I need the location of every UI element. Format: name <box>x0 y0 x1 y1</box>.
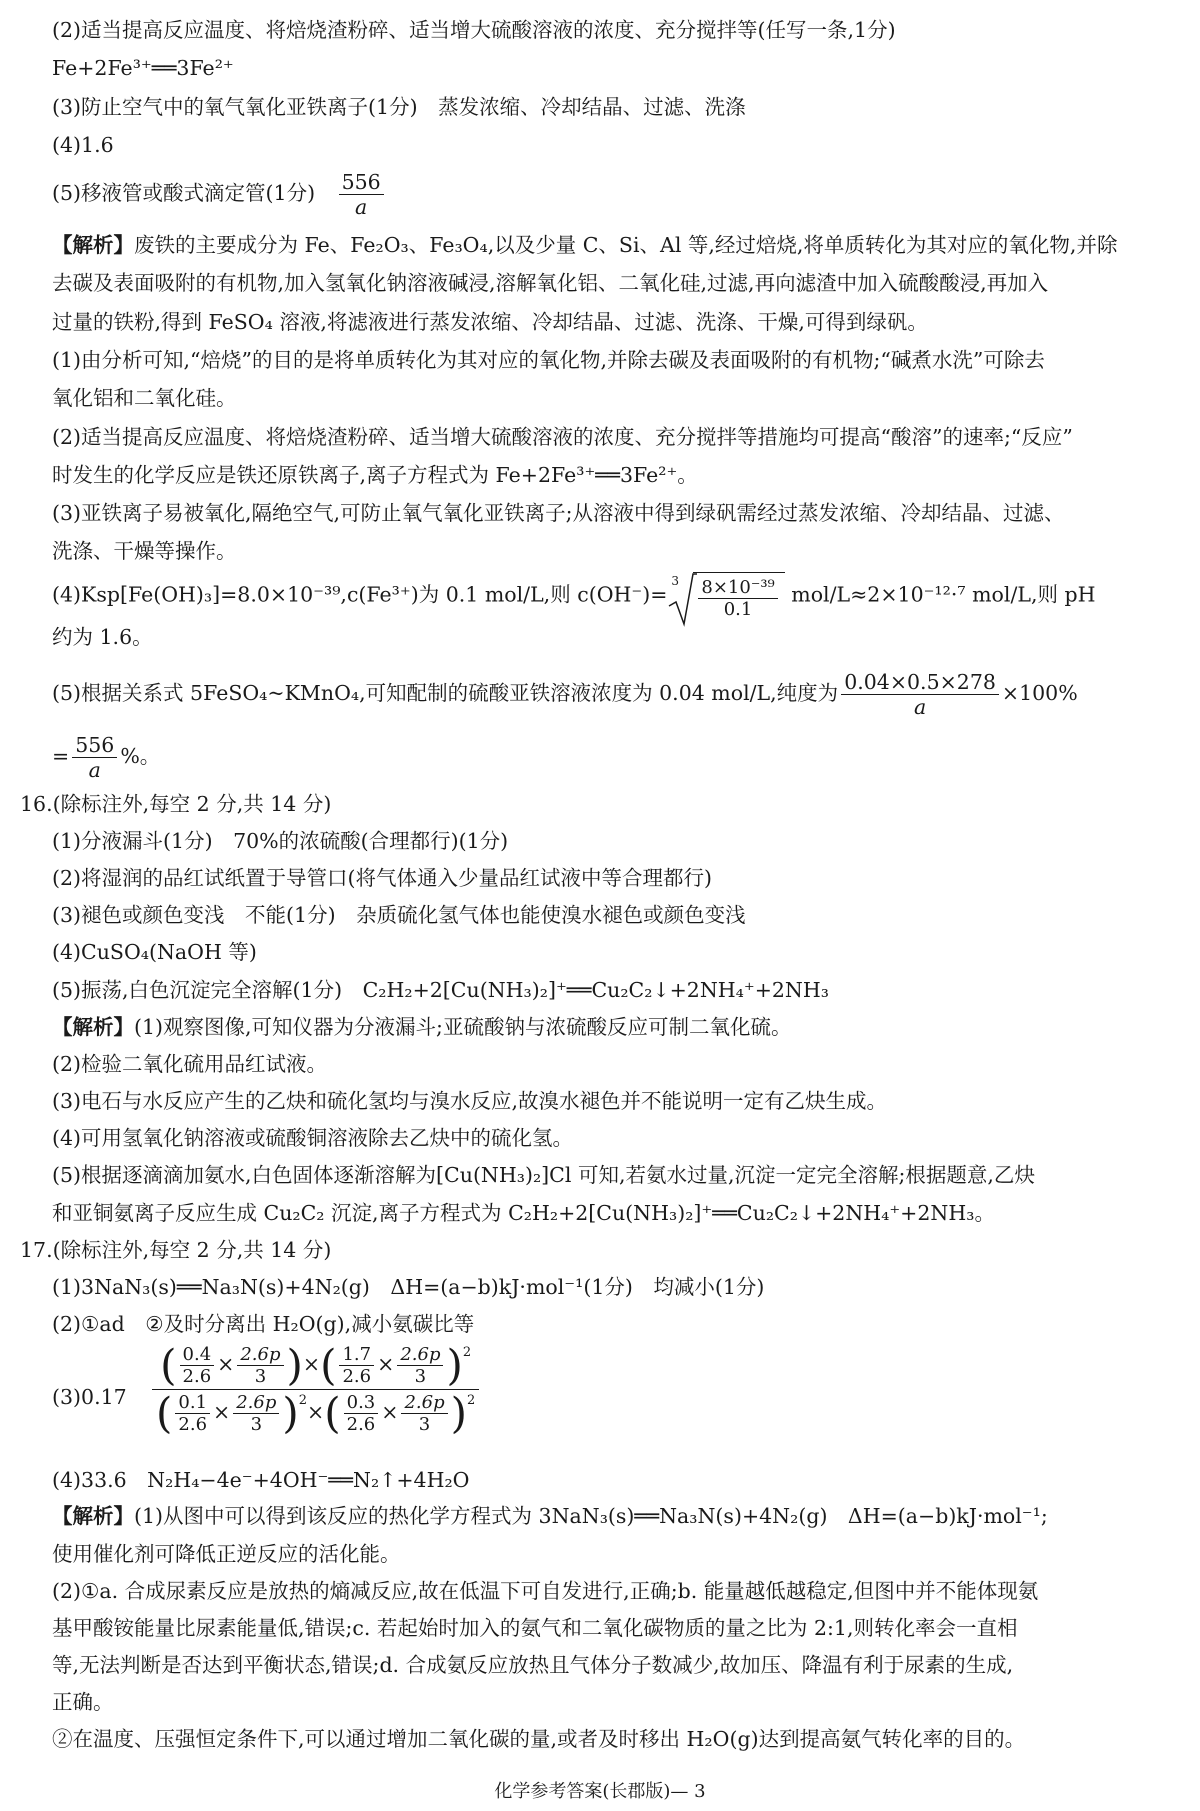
analysis-17-line: 基甲酸铵能量比尿素能量低,错误;c. 若起始时加入的氨气和二氧化碳物质的量之比为 2:1,则转化率会一直相 <box>52 1616 1018 1640</box>
analysis-16-4: (4)可用氢氧化钠溶液或硫酸铜溶液除去乙炔中的硫化氢。 <box>52 1126 574 1150</box>
analysis-17-2: (2)①a. 合成尿素反应是放热的熵减反应,故在低温下可自发进行,正确;b. 能量越低越稳定,但图中并不能体现氨 <box>52 1579 1039 1603</box>
analysis-15-5: (5)根据关系式 5FeSO₄~KMnO₄,可知配制的硫酸亚铁溶液浓度为 0.04 mol/L,纯度为 $\frac{0.04\times 0.5\times 278}{a}$ ×100% <box>52 670 1078 719</box>
answer-17-4: (4)33.6 N₂H₄−4e⁻+4OH⁻══N₂↑+4H₂O <box>52 1468 470 1492</box>
analysis-16-2: (2)检验二氧化硫用品红试液。 <box>52 1052 328 1076</box>
answer-15-4: (4)1.6 <box>52 133 114 157</box>
analysis-15-2: (2)适当提高反应温度、将焙烧渣粉碎、适当增大硫酸溶液的浓度、充分搅拌等措施均可提高“酸溶”的速率;“反应” <box>52 425 1073 449</box>
analysis-15-line: 去碳及表面吸附的有机物,加入氢氧化钠溶液碱浸,溶解氧化铝、二氧化硅,过滤,再向滤渣中加入硫酸酸浸,再加入 <box>52 271 1049 295</box>
answer-16-1: (1)分液漏斗(1分) 70%的浓硫酸(合理都行)(1分) <box>52 829 509 853</box>
answer-15-5: (5)移液管或酸式滴定管(1分) $\frac{556}{a}$ <box>52 170 387 219</box>
answer-16-3: (3)褪色或颜色变浅 不能(1分) 杂质硫化氢气体也能使溴水褪色或颜色变浅 <box>52 903 746 927</box>
analysis-15-intro: 【解析】废铁的主要成分为 Fe、Fe₂O₃、Fe₃O₄,以及少量 C、Si、Al 等,经过焙烧,将单质转化为其对应的氧化物,并除 <box>52 233 1118 257</box>
answer-15-3: (3)防止空气中的氧气氧化亚铁离子(1分) 蒸发浓缩、冷却结晶、过滤、洗涤 <box>52 95 746 119</box>
fraction-556-a: $\frac{556}{a}$ <box>339 170 384 219</box>
analysis-15-line: 洗涤、干燥等操作。 <box>52 539 237 563</box>
answer-16-2: (2)将湿润的品红试纸置于导管口(将气体通入少量品红试液中等合理都行) <box>52 866 713 890</box>
cube-root: 3 $\frac{\text{8×10⁻³⁹}}{0.1}$ <box>667 572 784 620</box>
analysis-16-1: 【解析】(1)观察图像,可知仪器为分液漏斗;亚硫酸钠与浓硫酸反应可制二氧化硫。 <box>52 1015 792 1039</box>
analysis-16-3: (3)电石与水反应产生的乙炔和硫化氢均与溴水反应,故溴水褪色并不能说明一定有乙炔生成。 <box>52 1089 888 1113</box>
analysis-15-line: 约为 1.6。 <box>52 625 153 649</box>
analysis-17-2b: ②在温度、压强恒定条件下,可以通过增加二氧化碳的量,或者及时移出 H₂O(g)达到提高氨气转化率的目的。 <box>52 1727 1026 1751</box>
analysis-15-4: (4)Ksp[Fe(OH)₃]=8.0×10⁻³⁹,c(Fe³⁺)为 0.1 mol/L,则 c(OH⁻)= 3 $\frac{\text{8×10⁻³⁹}}{0.1}$ mol/L≈2×10⁻¹²·⁷ mol/L,则 pH <box>52 572 1096 620</box>
analysis-17-1: 【解析】(1)从图中可以得到该反应的热化学方程式为 3NaN₃(s)══Na₃N(s)+4N₂(g) ΔH=(a−b)kJ·mol⁻¹; <box>52 1504 1048 1528</box>
analysis-17-line: 使用催化剂可降低正逆反应的活化能。 <box>52 1542 401 1566</box>
kp-numerator: ( $\frac{0.4}{2.6}$ × $\frac{2.6p}{3}$ )×( $\frac{1.7}{2.6}$ × $\frac{2.6p}{3}$ )$^2$ <box>152 1344 479 1390</box>
analysis-tag: 【解析】 <box>52 1015 134 1039</box>
answer-page: (2)适当提高反应温度、将焙烧渣粉碎、适当增大硫酸溶液的浓度、充分搅拌等(任写一条,1分) Fe+2Fe³⁺══3Fe²⁺ (3)防止空气中的氧气氧化亚铁离子(1分) 蒸发浓缩、冷却结晶、过滤、洗涤 (4)1.6 (5)移液管或酸式滴定管(1分) $\frac{556}{a}$ 【解析】废铁的主要成分为 Fe、Fe₂O₃、Fe₃O₄,以及少量 C、Si、Al 等,经过焙烧,将单质转化为其对应的氧化物,并除 去碳及表面吸附的有机物,加入氢氧化钠溶液碱浸,溶解氧化铝、二氧化硅,过滤,再向滤渣中加入硫酸酸浸,再加入 过量的铁粉,得到 FeSO₄ 溶液,将滤液进行蒸发浓缩、冷却结晶、过滤、洗涤、干燥,可得到绿矾。 (1)由分析可知,“焙烧”的目的是将单质转化为其对应的氧化物,并除去碳及表面吸附的有机物;“碱煮水洗”可除去 氧化铝和二氧化硅。 (2)适当提高反应温度、将焙烧渣粉碎、适当增大硫酸溶液的浓度、充分搅拌等措施均可提高“酸溶”的速率;“反应” 时发生的化学反应是铁还原铁离子,离子方程式为 Fe+2Fe³⁺══3Fe²⁺。 (3)亚铁离子易被氧化,隔绝空气,可防止氧气氧化亚铁离子;从溶液中得到绿矾需经过蒸发浓缩、冷却结晶、过滤、 洗涤、干燥等操作。 (4)Ksp[Fe(OH)₃]=8.0×10⁻³⁹,c(Fe³⁺)为 0.1 mol/L,则 c(OH⁻)= 3 $\frac{\text{8×10⁻³⁹}}{0.1}$ mol/L≈2×10⁻¹²·⁷ mol/L,则 pH 约为 1.6。 (5)根据关系式 5FeSO₄~KMnO₄,可知配制的硫酸亚铁溶液浓度为 0.04 mol/L,纯度为 $\frac{0.04\times 0.5\times 278}{a}$ ×100% = $\frac{556}{a}$ %。 16.(除标注外,每空 2 分,共 14 分) (1)分液漏斗(1分) 70%的浓硫酸(合理都行)(1分) (2)将湿润的品红试纸置于导管口(将气体通入少量品红试液中等合理都行) (3)褪色或颜色变浅 不能(1分) 杂质硫化氢气体也能使溴水褪色或颜色变浅 (4)CuSO₄(NaOH 等) (5)振荡,白色沉淀完全溶解(1分) C₂H₂+2[Cu(NH₃)₂]⁺══Cu₂C₂↓+2NH₄⁺+2NH₃ 【解析】(1)观察图像,可知仪器为分液漏斗;亚硫酸钠与浓硫酸反应可制二氧化硫。 (2)检验二氧化硫用品红试液。 (3)电石与水反应产生的乙炔和硫化氢均与溴水反应,故溴水褪色并不能说明一定有乙炔生成。 (4)可用氢氧化钠溶液或硫酸铜溶液除去乙炔中的硫化氢。 (5)根据逐滴滴加氨水,白色固体逐渐溶解为[Cu(NH₃)₂]Cl 可知,若氨水过量,沉淀一定完全溶解;根据题意,乙炔 和亚铜氨离子反应生成 Cu₂C₂ 沉淀,离子方程式为 C₂H₂+2[Cu(NH₃)₂]⁺══Cu₂C₂↓+2NH₄⁺+2NH₃。 17.(除标注外,每空 2 分,共 14 分) (1)3NaN₃(s)══Na₃N(s)+4N₂(g) ΔH=(a−b)kJ·mol⁻¹(1分) 均减小(1分) (2)①ad ②及时分离出 H₂O(g),减小氨碳比等 (3)0.17 ( $\frac{0.4}{2.6}$ × $\frac{2.6p}{3}$ )×( $\frac{1.7}{2.6}$ × $\frac{2.6p}{3}$ )$^2$ ( $\frac{0.1}{2.6}$ × $\frac{2.6p}{3}$ )$^2$×( $\frac{0.3}{2.6}$ × $\frac{2.6p}{3}$ )$^2$ (4)33.6 N₂H₄−4e⁻+4OH⁻══N₂↑+4H₂O 【解析】(1)从图中可以得到该反应的热化学方程式为 3NaN₃(s)══Na₃N(s)+4N₂(g) ΔH=(a−b)kJ·mol⁻¹; 使用催化剂可降低正逆反应的活化能。 (2)①a. 合成尿素反应是放热的熵减反应,故在低温下可自发进行,正确;b. 能量越低越稳定,但图中并不能体现氨 基甲酸铵能量比尿素能量低,错误;c. 若起始时加入的氨气和二氧化碳物质的量之比为 2:1,则转化率会一直相 等,无法判断是否达到平衡状态,错误;d. 合成氨反应放热且气体分子数减少,故加压、降温有利于尿素的生成, 正确。 ②在温度、压强恒定条件下,可以通过增加二氧化碳的量,或者及时移出 H₂O(g)达到提高氨气转化率的目的。 化学参考答案(长郡版)— 3 <box>0 0 1200 1811</box>
answer-16-4: (4)CuSO₄(NaOH 等) <box>52 940 257 964</box>
fraction-purity: $\frac{0.04\times 0.5\times 278}{a}$ <box>841 670 999 719</box>
answer-17-2: (2)①ad ②及时分离出 H₂O(g),减小氨碳比等 <box>52 1312 475 1336</box>
analysis-17-line: 等,无法判断是否达到平衡状态,错误;d. 合成氨反应放热且气体分子数减少,故加压、降温有利于尿素的生成, <box>52 1653 1014 1677</box>
answer-15-2: (2)适当提高反应温度、将焙烧渣粉碎、适当增大硫酸溶液的浓度、充分搅拌等(任写一条,1分) <box>52 18 896 42</box>
answer-16-5: (5)振荡,白色沉淀完全溶解(1分) C₂H₂+2[Cu(NH₃)₂]⁺══Cu₂C₂↓+2NH₄⁺+2NH₃ <box>52 978 829 1002</box>
analysis-15-line: 过量的铁粉,得到 FeSO₄ 溶液,将滤液进行蒸发浓缩、冷却结晶、过滤、洗涤、干燥,可得到绿矾。 <box>52 310 928 334</box>
equation-fe-reduction: Fe+2Fe³⁺══3Fe²⁺ <box>52 56 234 80</box>
fraction-ksp: $\frac{\text{8×10⁻³⁹}}{0.1}$ <box>698 577 777 620</box>
analysis-16-line: 和亚铜氨离子反应生成 Cu₂C₂ 沉淀,离子方程式为 C₂H₂+2[Cu(NH₃)₂]⁺══Cu₂C₂↓+2NH₄⁺+2NH₃。 <box>52 1201 995 1225</box>
question-16-heading: 16.(除标注外,每空 2 分,共 14 分) <box>20 792 332 816</box>
kp-denominator: ( $\frac{0.1}{2.6}$ × $\frac{2.6p}{3}$ )$^2$×( $\frac{0.3}{2.6}$ × $\frac{2.6p}{3}$ )$^2$ <box>156 1388 476 1438</box>
analysis-15-result: = $\frac{556}{a}$ %。 <box>52 733 161 782</box>
kp-expression <box>152 1340 479 1438</box>
question-17-heading: 17.(除标注外,每空 2 分,共 14 分) <box>20 1238 332 1262</box>
analysis-15-1: (1)由分析可知,“焙烧”的目的是将单质转化为其对应的氧化物,并除去碳及表面吸附的有机物;“碱煮水洗”可除去 <box>52 348 1045 372</box>
analysis-15-line: 氧化铝和二氧化硅。 <box>52 386 237 410</box>
analysis-15-line: 时发生的化学反应是铁还原铁离子,离子方程式为 Fe+2Fe³⁺══3Fe²⁺。 <box>52 463 698 487</box>
analysis-tag: 【解析】 <box>52 233 134 257</box>
page-footer: 化学参考答案(长郡版)— 3 <box>494 1781 706 1802</box>
analysis-tag: 【解析】 <box>52 1504 134 1528</box>
fraction-556-a: $\frac{556}{a}$ <box>72 733 117 782</box>
analysis-17-line: 正确。 <box>52 1690 114 1714</box>
analysis-15-3: (3)亚铁离子易被氧化,隔绝空气,可防止氧气氧化亚铁离子;从溶液中得到绿矾需经过蒸发浓缩、冷却结晶、过滤、 <box>52 501 1065 525</box>
answer-17-1: (1)3NaN₃(s)══Na₃N(s)+4N₂(g) ΔH=(a−b)kJ·mol⁻¹(1分) 均减小(1分) <box>52 1275 765 1299</box>
analysis-16-5: (5)根据逐滴滴加氨水,白色固体逐渐溶解为[Cu(NH₃)₂]Cl 可知,若氨水过量,沉淀一定完全溶解;根据题意,乙炔 <box>52 1163 1035 1187</box>
